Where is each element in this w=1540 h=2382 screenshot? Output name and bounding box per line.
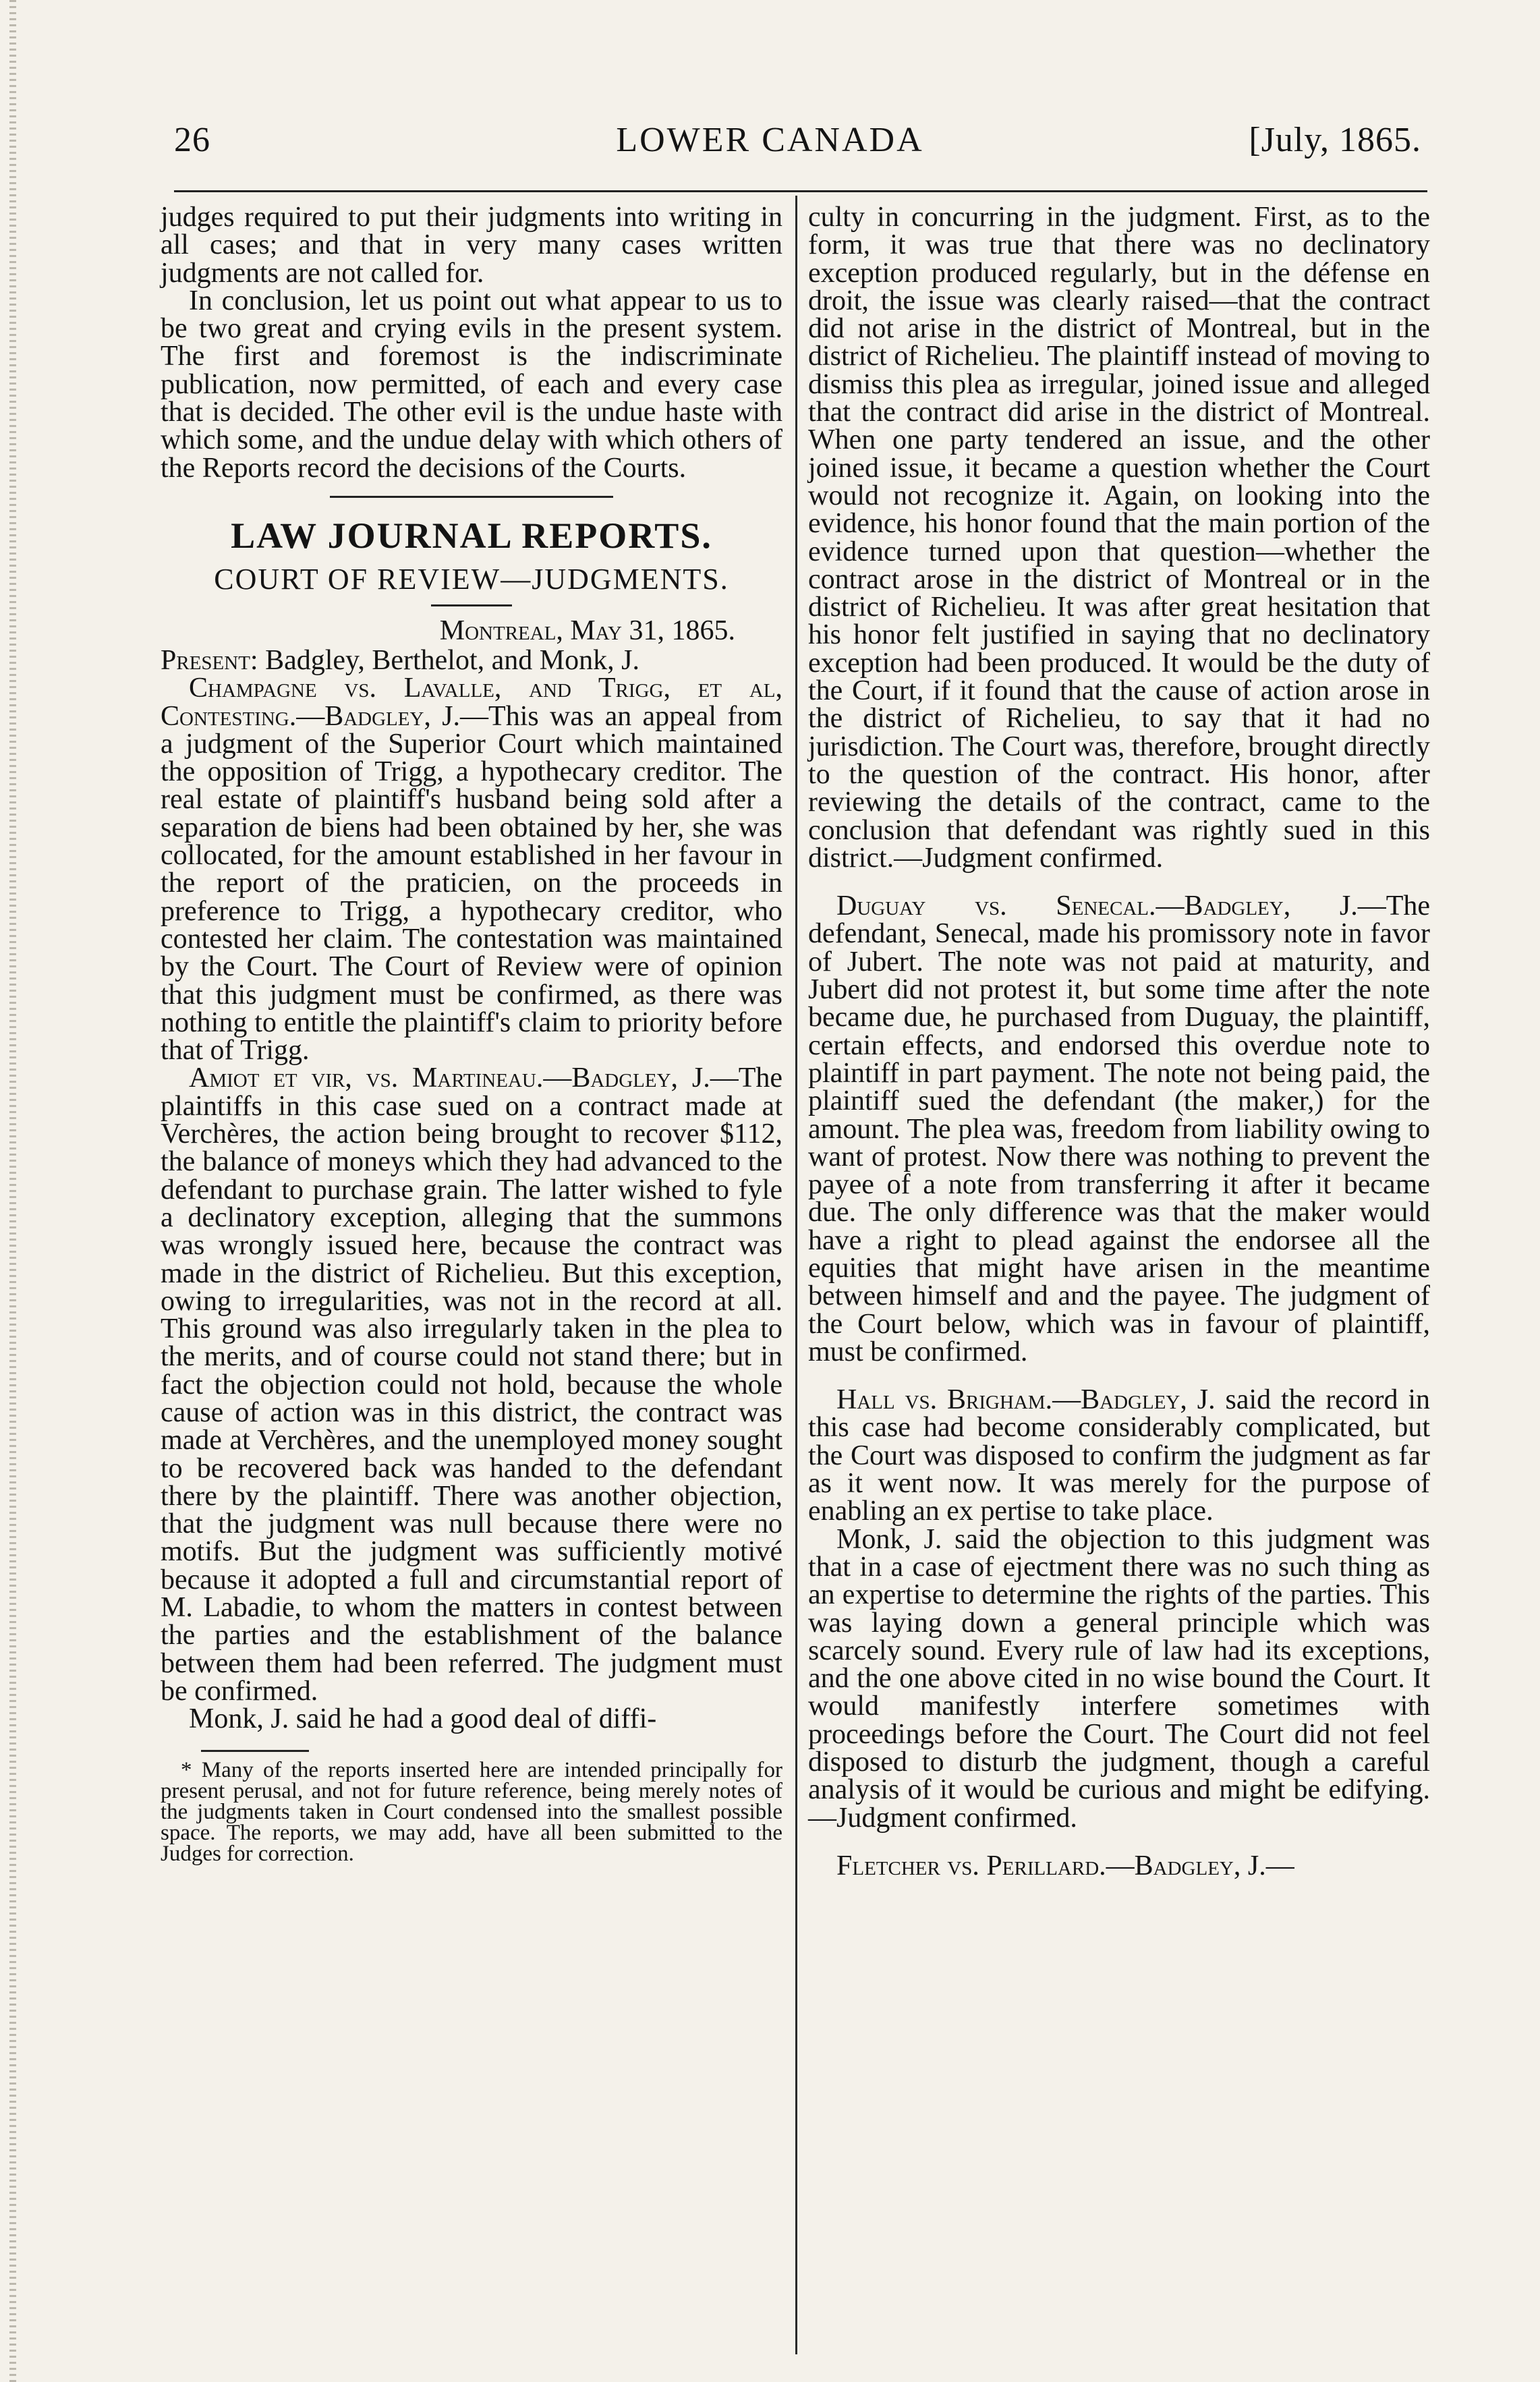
case-title: Amiot et vir, vs. Martineau.—Badgley, J. <box>189 1062 710 1094</box>
paragraph: Monk, J. said the objection to this judgment was that in a case of ejectment there was no such thing as an expertise to determine the rights of the parties. This was laying down a general principle which was scarcely sound. Every rule of law had its exceptions, and the one above cited in no wise bound the Court. It would manifestly interfere sometimes with proceedings before the Court. The Court did not feel disposed to disturb the judgment, though a careful analysis of it would be curious and might be edifying.—Judgment confirmed. <box>808 1523 1430 1834</box>
column-divider <box>795 196 797 2354</box>
case-paragraph <box>808 1386 1430 1525</box>
case-paragraph <box>161 675 782 1065</box>
subsection-rule <box>431 604 512 606</box>
running-title: LOWER CANADA <box>616 121 924 159</box>
present-label: Present <box>161 644 250 676</box>
case-paragraph <box>808 892 1430 1366</box>
running-date: [July, 1865. <box>1249 121 1421 159</box>
present-text: : Badgley, Berthelot, and Monk, J. <box>250 644 639 676</box>
section-rule <box>330 496 613 498</box>
paragraph: Monk, J. said he had a good deal of diffi- <box>189 1703 657 1735</box>
paragraph: judges required to put their judgments into writing in all cases; and that in very many cases written judgments are not called for. <box>161 202 782 289</box>
spacer <box>808 1366 1430 1386</box>
case-title: Duguay vs. Senecal.—Badgley, J. <box>836 890 1358 922</box>
case-paragraph <box>808 1852 1430 1880</box>
spacer <box>808 1832 1430 1852</box>
present-line <box>161 644 782 676</box>
case-paragraph <box>161 1062 782 1707</box>
left-column <box>161 204 782 1865</box>
page-header <box>0 120 1540 167</box>
case-text: said the record in this case had become considerably complicated, but the Court was disposed to confirm the judgment as far as it went now. It was merely for the purpose of enabling an ex pertise to take place. <box>808 1384 1430 1527</box>
paragraph: culty in concurring in the judgment. First, as to the form, it was true that there was no declinatory exception produced regularly, but in the défense en droit, the issue was clearly raised—that the contract did not arise in the district of Montreal, but in the district of Richelieu. The plaintiff instead of moving to dismiss this plea as irregular, joined issue and alleged that the contract did arise in the district of Montreal. When one party tendered an issue, and the other joined issue, it became a question whether the Court would not recognize it. Again, on looking into the evidence, his honor found that the main portion of the evidence turned upon that question—whether the contract arose in the district of Montreal or in the district of Richelieu. It was after great hesitation that his honor felt justified in saying that no declinatory exception had been produced. It would be the duty of the Court, if it found that the cause of action arose in the district of Richelieu, to say that it had no jurisdiction. The Court was, therefore, brought directly to the question of the contract. His honor, after reviewing the details of the contract, came to the conclusion that defendant was rightly sued in this district.—Judgment confirmed. <box>808 202 1430 874</box>
section-title: LAW JOURNAL REPORTS. <box>231 515 712 556</box>
dateline: Montreal, May 31, 1865. <box>439 615 735 646</box>
paragraph: In conclusion, let us point out what appear to us to be two great and crying evils in the present system. The first and foremost is the indiscriminate publication, now permitted, of each and every case that is decided. The other evil is the undue haste with which some, and the undue delay with which others of the Reports record the decisions of the Courts. <box>161 285 782 484</box>
case-text: —This was an appeal from a judgment of the Superior Court which maintained the opposition of Trigg, a hypothecary creditor. The real estate of plaintiff's husband being sold after a separation de biens had been obtained by her, she was collocated, for the amount established in her favour in the report of the praticien, on the proceeds in preference to Trigg, a hypothecary creditor, who contested her claim. The contestation was maintained by the Court. The Court of Review were of opinion that this judgment must be confirmed, as there was nothing to entitle the plaintiff's claim to priority before that of Trigg. <box>161 700 782 1067</box>
subsection-title: COURT OF REVIEW—JUDGMENTS. <box>214 562 729 596</box>
footnote-rule <box>201 1750 309 1752</box>
page-number: 26 <box>174 121 210 159</box>
footnote <box>161 1757 782 1866</box>
right-column <box>808 204 1430 1880</box>
case-text: —The plaintiffs in this case sued on a contract made at Verchères, the action being brought to recover $112, the balance of moneys which they had advanced to the defendant to purchase grain. The latter wished to fyle a declinatory exception, alleging that the summons was wrongly issued here, because the contract was made in the district of Richelieu. But this exception, owing to irregularities, was not in the record at all. This ground was also irregularly taken in the plea to the merits, and of course could not stand there; but in fact the objection could not hold, because the whole cause of action was in this district, the contract was made at Verchères, and the unemployed money sought to be recovered back was handed to the defendant there by the plaintiff. There was another objection, that the judgment was null because there were no motifs. But the judgment was sufficiently motivé because it adopted a full and circumstantial report of M. Labadie, to whom the matters in contest between the parties and the establishment of the balance between them had been referred. The judgment must be confirmed. <box>161 1062 782 1707</box>
case-title: Champagne vs. Lavalle, and Trigg, et al, Contesting.—Badgley, J. <box>161 673 782 732</box>
header-rule <box>174 190 1427 192</box>
spacer <box>808 872 1430 892</box>
case-text: —The defendant, Senecal, made his promissory note in favor of Jubert. The note was not paid at maturity, and Jubert did not protest it, but some time after the note became due, he purchased from Duguay, the plaintiff, certain effects, and endorsed this overdue note to plaintiff in part payment. The note not being paid, the plaintiff sued the defendant (the maker,) for the amount. The plea was, freedom from liability owing to want of protest. Now there was nothing to prevent the payee of a note from transferring it after it became due. The only difference was that the maker would have a right to plead against the endorsee all the equities that might have arisen in the meantime between himself and and the payee. The judgment of the Court below, which was in favour of plaintiff, must be confirmed. <box>808 890 1430 1367</box>
footnote-text: * Many of the reports inserted here are intended principally for present perusal, and not for future reference, being merely notes of the judgments taken in Court condensed into the smallest possible space. The reports, we may add, have all been submitted to the Judges for correction. <box>161 1757 782 1866</box>
case-title: Hall vs. Brigham.—Badgley, J. <box>836 1384 1216 1416</box>
scan-edge-artifact <box>9 0 16 2382</box>
case-title: Fletcher vs. Perillard.—Badgley, J.— <box>836 1850 1294 1881</box>
